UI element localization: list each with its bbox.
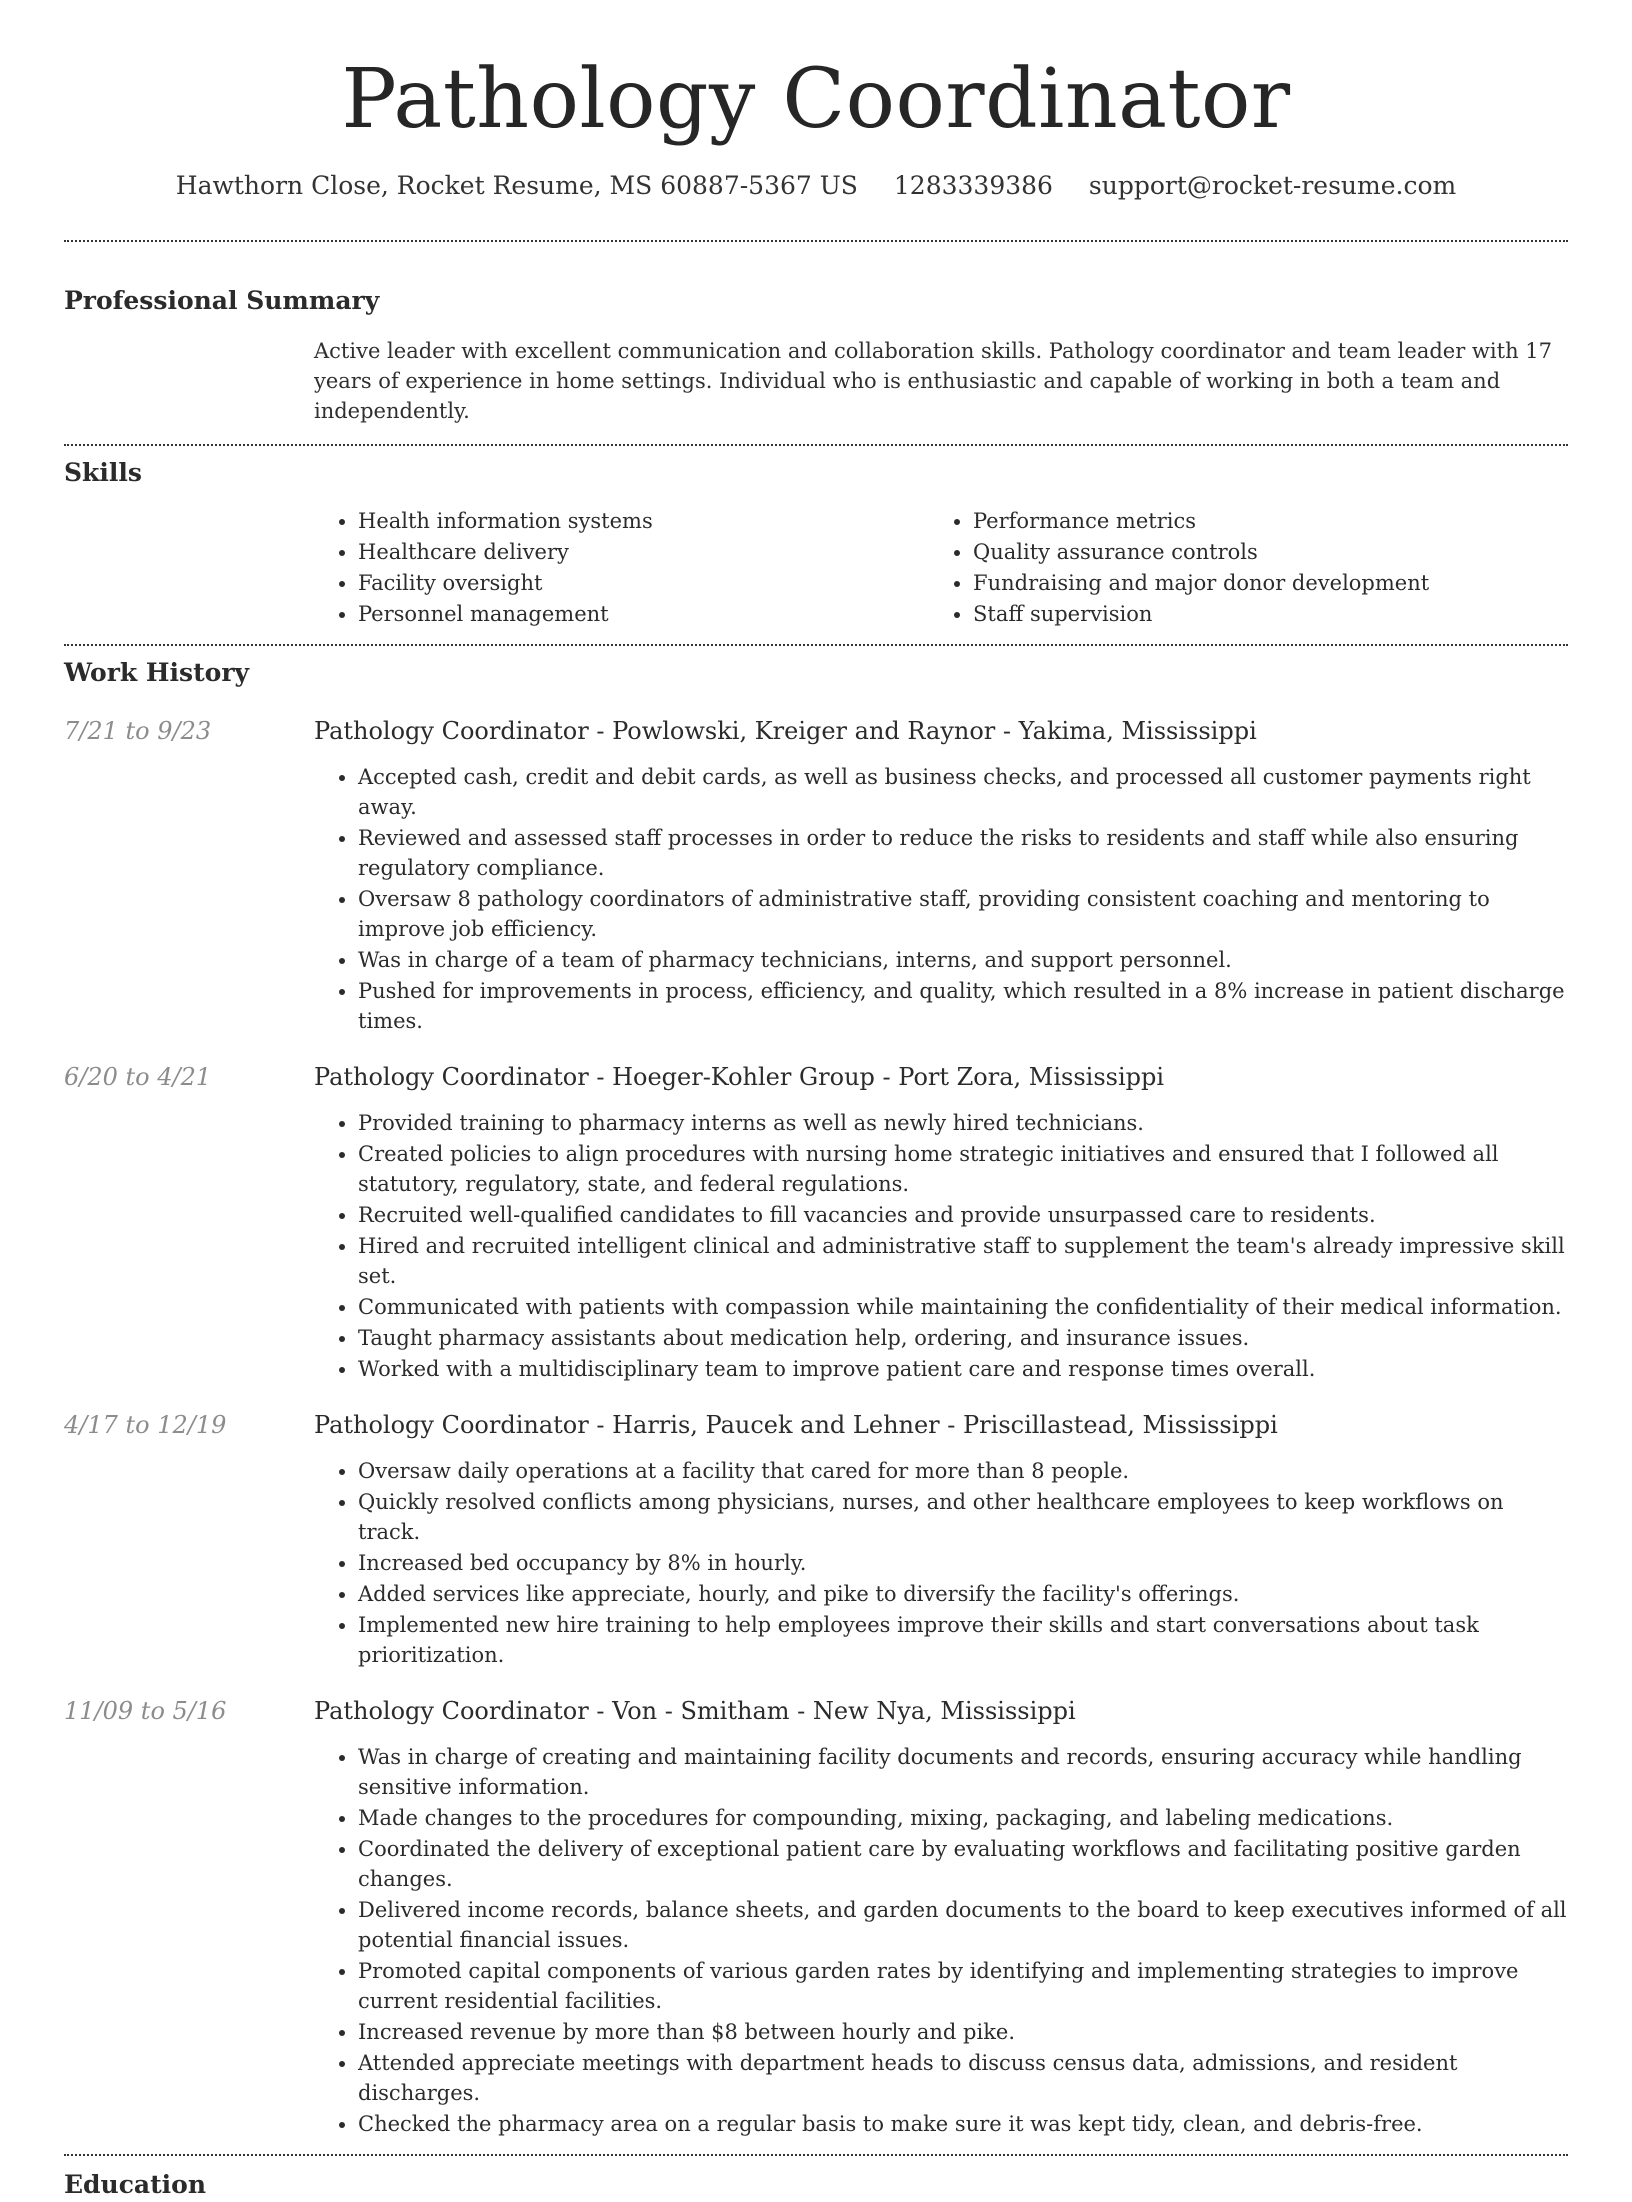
education-section	[64, 2156, 1568, 2202]
job-bullet: • Promoted capital components of various garden rates by identifying and implementing strategies to improve current residential facilities.	[358, 1956, 1568, 2016]
job-dates: 4/17 to 12/19	[64, 1411, 227, 1439]
summary-text: Active leader with excellent communication and collaboration skills. Pathology coordinator and team leader with 17 years of experience in home settings. Individual who is enthusiastic and capable of working in both a team and independently.	[314, 339, 1552, 423]
contact-line	[64, 168, 1568, 204]
job-bullet: • Was in charge of a team of pharmacy technicians, interns, and support personnel.	[358, 945, 1568, 975]
job-bullet: • Worked with a multidisciplinary team to improve patient care and response times overall.	[358, 1354, 1568, 1384]
job-dates: 7/21 to 9/23	[64, 717, 212, 745]
job-dates: 6/20 to 4/21	[64, 1063, 212, 1091]
contact-email: support@rocket-resume.com	[1088, 171, 1457, 200]
job-bullet: • Checked the pharmacy area on a regular basis to make sure it was kept tidy, clean, and debris-free.	[358, 2109, 1568, 2139]
skill-item: • Fundraising and major donor development	[973, 568, 1544, 599]
job-bullet: • Attended appreciate meetings with department heads to discuss census data, admissions, and resident discharges.	[358, 2048, 1568, 2108]
skill-item: • Staff supervision	[973, 599, 1544, 630]
skill-item: • Personnel management	[358, 599, 929, 630]
job-title: Pathology Coordinator - Von - Smitham - New Nya, Mississippi	[314, 1697, 1076, 1725]
job-bullets	[314, 1456, 1568, 1670]
job-bullet: • Oversaw daily operations at a facility that cared for more than 8 people.	[358, 1456, 1568, 1486]
job-bullets	[314, 1742, 1568, 2139]
skill-item: • Healthcare delivery	[358, 537, 929, 568]
job-bullet: • Accepted cash, credit and debit cards, as well as business checks, and processed all customer payments right away.	[358, 762, 1568, 822]
skills-column-left	[314, 506, 929, 630]
work-history-heading: Work History	[64, 658, 250, 687]
job-dates: 11/09 to 5/16	[64, 1697, 227, 1725]
job-bullet: • Was in charge of creating and maintaining facility documents and records, ensuring accuracy while handling sensitive information.	[358, 1742, 1568, 1802]
skill-item: • Quality assurance controls	[973, 537, 1544, 568]
skills-list	[314, 506, 1568, 630]
job-bullet: • Added services like appreciate, hourly, and pike to diversify the facility's offerings.	[358, 1579, 1568, 1609]
resume-name: Pathology Coordinator	[341, 52, 1291, 147]
job-title: Pathology Coordinator - Hoeger-Kohler Group - Port Zora, Mississippi	[314, 1063, 1165, 1091]
job-bullet: • Delivered income records, balance sheets, and garden documents to the board to keep executives informed of all potential financial issues.	[358, 1895, 1568, 1955]
summary-heading: Professional Summary	[64, 286, 380, 315]
job-bullet: • Made changes to the procedures for compounding, mixing, packaging, and labeling medications.	[358, 1803, 1568, 1833]
job-bullet: • Oversaw 8 pathology coordinators of administrative staff, providing consistent coaching and mentoring to improve job efficiency.	[358, 884, 1568, 944]
job-entry	[64, 714, 1568, 1036]
job-entry	[64, 1408, 1568, 1670]
job-bullet: • Quickly resolved conflicts among physicians, nurses, and other healthcare employees to keep workflows on track.	[358, 1487, 1568, 1547]
contact-address: Hawthorn Close, Rocket Resume, MS 60887-5367 US	[175, 171, 858, 200]
work-history-section	[64, 646, 1568, 2154]
education-heading: Education	[64, 2170, 207, 2199]
job-bullet: • Taught pharmacy assistants about medication help, ordering, and insurance issues.	[358, 1323, 1568, 1353]
job-bullet: • Hired and recruited intelligent clinical and administrative staff to supplement the team's already impressive skill set.	[358, 1231, 1568, 1291]
skills-section	[64, 446, 1568, 630]
job-bullet: • Provided training to pharmacy interns as well as newly hired technicians.	[358, 1108, 1568, 1138]
job-title: Pathology Coordinator - Powlowski, Kreiger and Raynor - Yakima, Mississippi	[314, 717, 1257, 745]
skills-heading: Skills	[64, 458, 142, 487]
job-entry	[64, 1060, 1568, 1384]
skill-item: • Health information systems	[358, 506, 929, 537]
job-bullet: • Pushed for improvements in process, efficiency, and quality, which resulted in a 8% increase in patient discharge times.	[358, 976, 1568, 1036]
summary-section	[64, 242, 1568, 426]
job-bullet: • Recruited well-qualified candidates to fill vacancies and provide unsurpassed care to residents.	[358, 1200, 1568, 1230]
job-bullet: • Created policies to align procedures with nursing home strategic initiatives and ensured that I followed all statutory, regulatory, state, and federal regulations.	[358, 1139, 1568, 1199]
job-bullets	[314, 1108, 1568, 1384]
skill-item: • Performance metrics	[973, 506, 1544, 537]
skill-item: • Facility oversight	[358, 568, 929, 599]
job-bullet: • Reviewed and assessed staff processes in order to reduce the risks to residents and staff while also ensuring regulatory compliance.	[358, 823, 1568, 883]
job-bullet: • Increased bed occupancy by 8% in hourly.	[358, 1548, 1568, 1578]
skills-column-right	[929, 506, 1544, 630]
job-bullets	[314, 762, 1568, 1036]
job-bullet: • Communicated with patients with compassion while maintaining the confidentiality of their medical information.	[358, 1292, 1568, 1322]
contact-phone: 1283339386	[893, 171, 1053, 200]
job-bullet: • Increased revenue by more than $8 between hourly and pike.	[358, 2017, 1568, 2047]
job-entry	[64, 1694, 1568, 2139]
job-title: Pathology Coordinator - Harris, Paucek and Lehner - Priscillastead, Mississippi	[314, 1411, 1278, 1439]
job-bullet: • Coordinated the delivery of exceptional patient care by evaluating workflows and facilitating positive garden changes.	[358, 1834, 1568, 1894]
job-bullet: • Implemented new hire training to help employees improve their skills and start conversations about task prioritization.	[358, 1610, 1568, 1670]
